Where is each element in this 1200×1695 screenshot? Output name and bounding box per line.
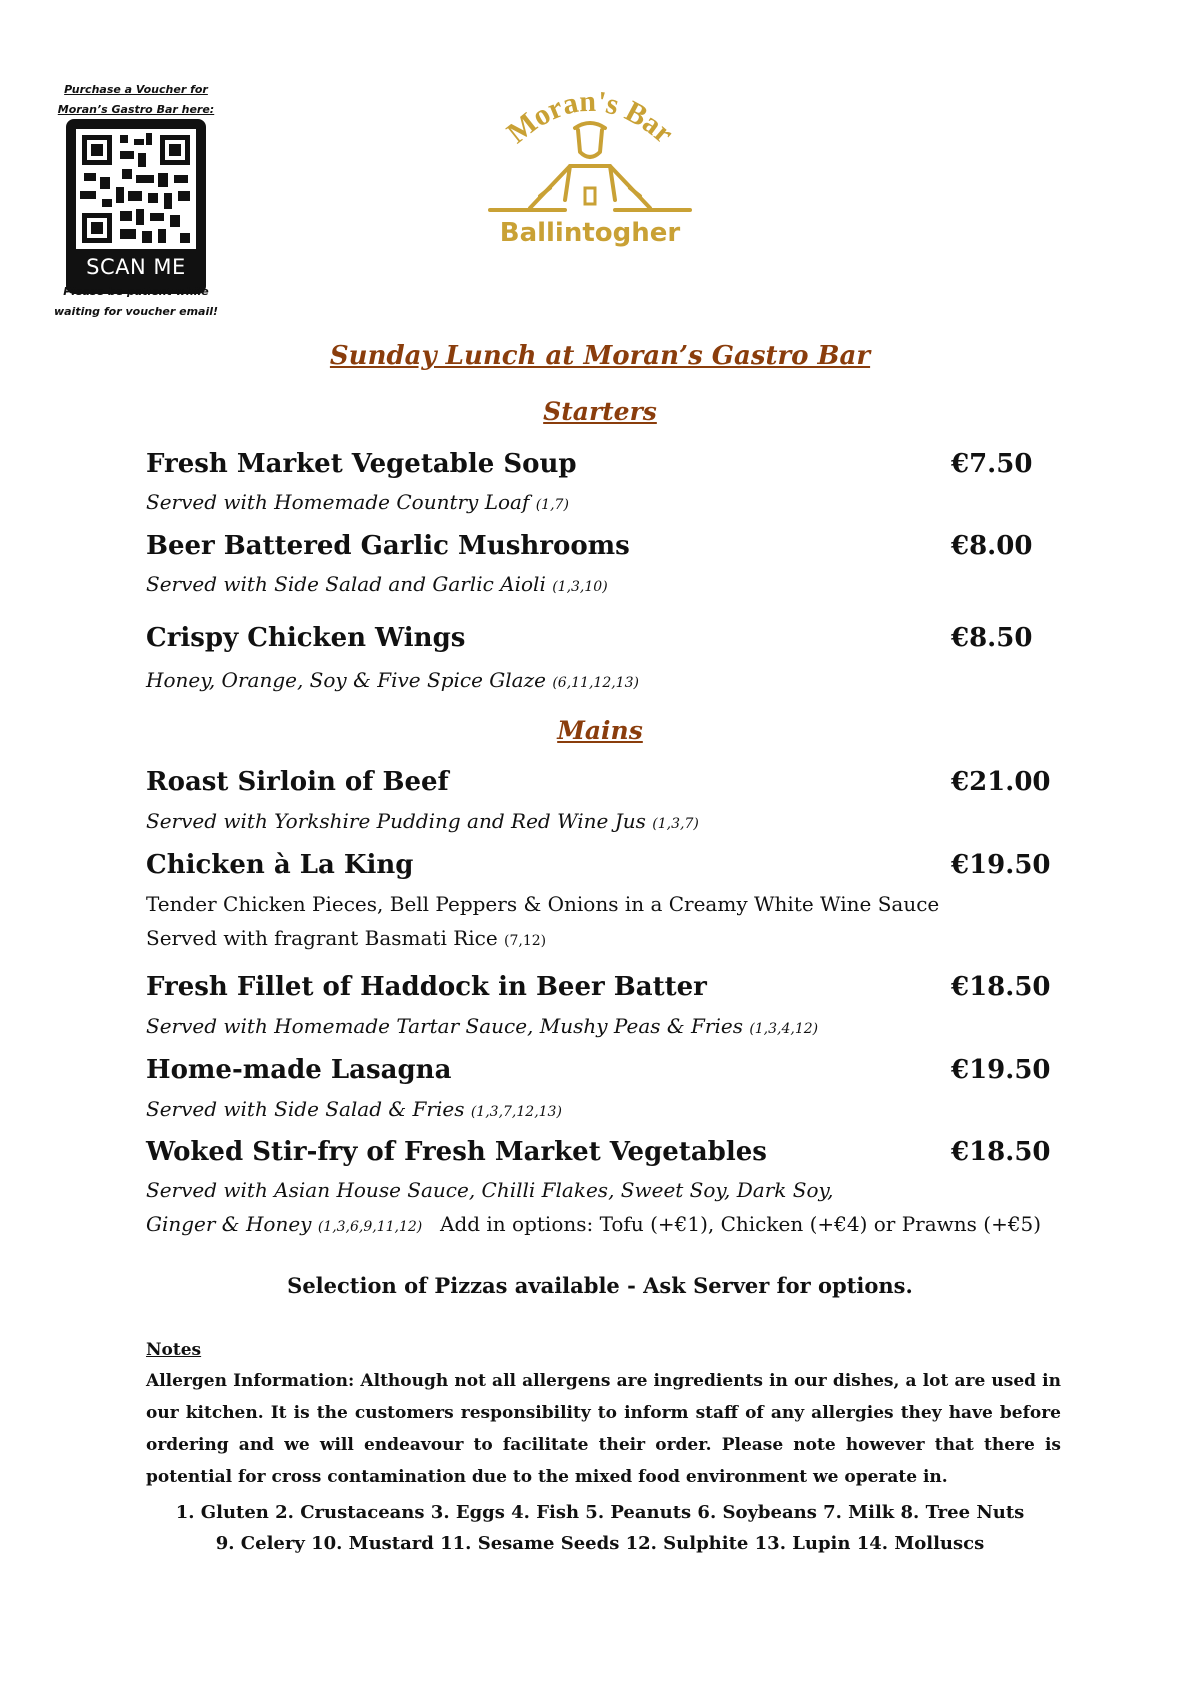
voucher-note-line1: Please be patient while [63,285,209,298]
notes-heading: Notes [146,1340,202,1360]
item-allergens: (1,3,6,9,11,12) [317,1219,423,1235]
item-name: Chicken à La King [146,850,414,880]
item-name: Home-made Lasagna [146,1055,452,1085]
item-price: €19.50 [951,850,1051,880]
item-desc-text: Ginger & Honey [146,1212,318,1236]
item-desc-text: Served with Side Salad and Garlic Aioli [146,572,553,596]
allergen-list-line1: 1. Gluten 2. Crustaceans 3. Eggs 4. Fish 5. Peanuts 6. Soybeans 7. Milk 8. Tree Nuts [175,1502,1025,1523]
item-allergens: (1,3,10) [552,579,608,595]
item-description: Tender Chicken Pieces, Bell Peppers & Onions in a Creamy White Wine Sauce [146,892,940,916]
voucher-caption-line1: Purchase a Voucher for [64,83,208,96]
item-description-line2 [146,1212,422,1236]
item-allergens: (1,7) [535,497,569,513]
item-allergens: (1,3,4,12) [749,1021,819,1037]
item-price: €18.50 [951,972,1051,1002]
section-starters: Starters [543,397,657,426]
item-allergens: (1,3,7) [652,816,699,832]
scan-me-label: SCAN ME [86,255,186,279]
item-allergens: (6,11,12,13) [552,675,639,691]
item-desc-text: Served with Side Salad & Fries [146,1097,471,1121]
allergen-information: Allergen Information: Although not all allergens are ingredients in our dishes, a lot are used in our kitchen. It is the customers responsibility to inform staff of any allergies they have before ordering and we will endeavour to facilitate their order. Please note however that there is potential for cross contamination due to the mixed food environment we operate in. [146,1371,1061,1487]
voucher-note [46,282,226,322]
item-price: €19.50 [951,1055,1051,1085]
item-addin-options: Add in options: Tofu (+€1), Chicken (+€4) or Prawns (+€5) [440,1212,1042,1236]
item-description [146,490,569,514]
item-name: Fresh Market Vegetable Soup [146,449,577,479]
allergen-list-line2: 9. Celery 10. Mustard 11. Sesame Seeds 12. Sulphite 13. Lupin 14. Molluscs [215,1533,985,1554]
pizza-note: Selection of Pizzas available - Ask Server for options. [287,1273,913,1298]
item-description [146,1097,562,1121]
item-desc-text: Served with Homemade Tartar Sauce, Mushy Peas & Fries [146,1014,750,1038]
item-name: Woked Stir-fry of Fresh Market Vegetables [146,1137,767,1167]
item-price: €18.50 [951,1137,1051,1167]
item-desc-text: Served with Homemade Country Loaf [146,490,536,514]
item-description [146,1014,818,1038]
item-name: Beer Battered Garlic Mushrooms [146,531,630,561]
item-price: €8.50 [951,623,1033,653]
svg-text:Moran's Bar: Moran's Bar [500,84,680,151]
item-description-line2 [146,926,546,950]
item-desc-text: Served with fragrant Basmati Rice [146,926,505,950]
logo-location: Ballintogher [499,218,681,248]
item-name: Crispy Chicken Wings [146,623,466,653]
item-description [146,572,608,596]
item-price: €21.00 [951,767,1051,797]
item-name: Roast Sirloin of Beef [146,767,449,797]
voucher-note-line2: waiting for voucher email! [53,305,219,318]
qr-pattern [76,129,196,249]
section-mains: Mains [557,716,643,745]
item-allergens: (7,12) [504,933,547,949]
item-allergens: (1,3,7,12,13) [470,1104,562,1120]
item-price: €8.00 [951,531,1033,561]
item-desc-text: Served with Yorkshire Pudding and Red Wine Jus [146,809,653,833]
voucher-caption [46,80,226,120]
item-price: €7.50 [951,449,1033,479]
voucher-caption-line2: Moran’s Gastro Bar here: [57,103,215,116]
qr-code[interactable] [66,119,206,294]
item-description: Served with Asian House Sauce, Chilli Flakes, Sweet Soy, Dark Soy, [146,1178,834,1202]
item-description [146,668,639,692]
item-desc-text: Honey, Orange, Soy & Five Spice Glaze [146,668,553,692]
page-title: Sunday Lunch at Moran’s Gastro Bar [329,341,871,371]
item-name: Fresh Fillet of Haddock in Beer Batter [146,972,707,1002]
item-description [146,809,699,833]
